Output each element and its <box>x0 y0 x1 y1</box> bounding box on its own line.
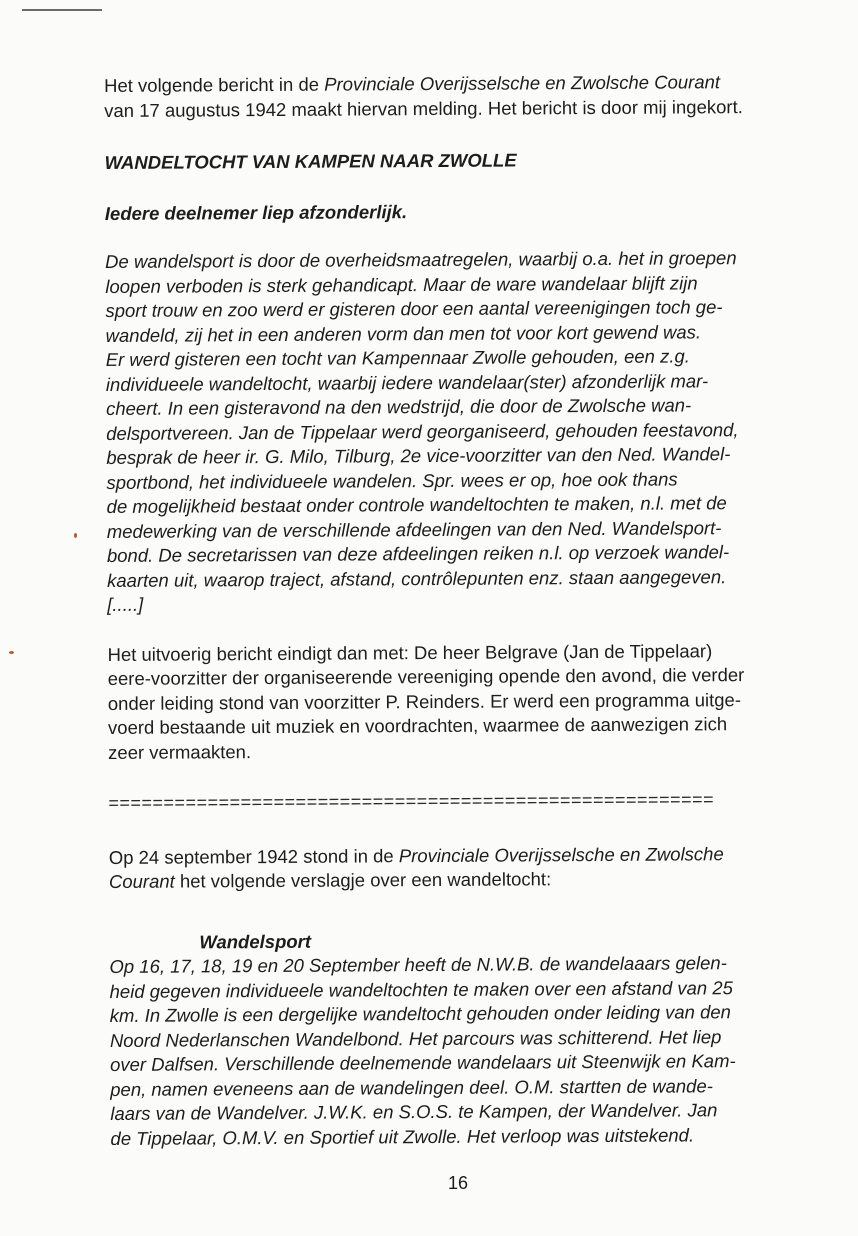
top-edge-line <box>22 9 102 11</box>
second-intro-paragraph <box>109 841 821 894</box>
article-title: WANDELTOCHT VAN KAMPEN NAAR ZWOLLE <box>104 149 517 173</box>
quote-line: individueele wandeltocht, waarbij iedere wandelaar(ster) afzonderlijk mar- <box>105 369 709 395</box>
intro-text-before: Het volgende bericht in de <box>104 73 325 96</box>
quote-line: kaarten uit, waarop traject, afstand, contrôlepunten enz. staan aangegeven. <box>107 565 727 591</box>
closing-line: Het uitvoerig bericht eindigt dan met: De heer Belgrave (Jan de Tippelaar) <box>107 639 713 665</box>
quote-line: Er werd gisteren een tocht van Kampennaar Zwolle gehouden, een z.g. <box>105 345 690 370</box>
article2-line: laars van de Wandelver. J.W.K. en S.O.S. te Kampen, der Wandelver. Jan <box>110 1099 718 1124</box>
separator-line: ======================================================= <box>108 789 715 813</box>
closing-line: voerd bestaande uit muziek en voordrachten, waarmee de aanwezigen zich <box>107 713 728 738</box>
article2-line: de Tippelaar, O.M.V. en Sportief uit Zwolle. Het verloop was uitstekend. <box>110 1123 695 1149</box>
quote-line: loopen verboden is sterk gehandicapt. Maar de ware wandelaar blijft zijn <box>105 271 698 297</box>
closing-line: zeer vermaakten. <box>108 740 252 763</box>
quote-line: cheert. In een gisteravond na den wedstrijd, die door de Zwolsche wan- <box>105 394 692 419</box>
article2-line: km. In Zwolle is een dergelijke wandeltocht gehouden onder leiding van den <box>109 1001 731 1026</box>
second-article-body <box>109 951 822 1151</box>
article2-line: Op 16, 17, 18, 19 en 20 September heeft de N.W.B. de wandelaaars gelen- <box>109 952 727 977</box>
article2-line: over Dalfsen. Verschillende deelnemende wandelaars uit Steenwijk en Kam- <box>109 1050 736 1075</box>
article2-line: pen, namen eveneens aan de wandelingen deel. O.M. startten de wande- <box>110 1074 713 1100</box>
intro-paragraph <box>104 70 816 123</box>
article2-line: heid gegeven individueele wandeltochten te maken over een afstand van 25 <box>109 976 733 1002</box>
newspaper-name: Provinciale Overijsselsche en Zwolsche Courant <box>324 71 721 95</box>
closing-paragraph <box>107 638 820 765</box>
second-article-title: Wandelsport <box>199 930 312 952</box>
newspaper-name-part2: Courant <box>108 870 175 892</box>
quote-line: sportbond, het individueele wandelen. Spr. wees er op, hoe ook thans <box>106 468 678 493</box>
quote-line: wandeld, zij het in een anderen vorm dan men tot voor kort gewend was. <box>105 320 702 346</box>
quote-line: bond. De secretarissen van deze afdeelingen reiken n.l. op verzoek wandel- <box>106 541 730 566</box>
quote-line: de mogelijkheid bestaat onder controle wandeltochten te maken, n.l. met de <box>106 492 727 517</box>
intro2-text-after: het volgende verslagje over een wandeltocht: <box>174 868 552 892</box>
ink-speck <box>9 651 14 654</box>
intro-text-after: van 17 augustus 1942 maakt hiervan melding. Het bericht is door mij ingekort. <box>104 95 743 121</box>
page-number: 16 <box>448 1173 469 1193</box>
article2-line: Noord Nederlanschen Wandelbond. Het parcours was schitterend. Het liep <box>109 1025 722 1051</box>
closing-line: eere-voorzitter der organiseerende vereeniging opende den avond, die verder <box>107 664 745 689</box>
article-subtitle: Iedere deelnemer liep afzonderlijk. <box>104 200 408 224</box>
article-quote <box>105 246 819 593</box>
newspaper-name-part1: Provinciale Overijsselsche en Zwolsche <box>398 842 724 866</box>
quote-line: medewerking van de verschillende afdeelingen van den Ned. Wandelsport- <box>106 516 722 542</box>
quote-line: delsportvereen. Jan de Tippelaar werd georganiseerd, gehouden feestavond, <box>106 418 739 444</box>
page-content <box>104 70 823 1151</box>
quote-line: besprak de heer ir. G. Milo, Tilburg, 2e vice-voorzitter van den Ned. Wandel- <box>106 443 731 468</box>
quote-line: sport trouw en zoo werd er gisteren door een aantal vereenigingen toch ge- <box>105 296 723 321</box>
omission-mark: [.....] <box>107 593 144 615</box>
closing-line: onder leiding stond van voorzitter P. Reinders. Er werd een programma uitge- <box>107 688 742 714</box>
intro2-text-before: Op 24 september 1942 stond in de <box>108 844 399 868</box>
ink-speck <box>74 533 77 538</box>
quote-line: De wandelsport is door de overheidsmaatregelen, waarbij o.a. het in groepen <box>105 247 737 272</box>
